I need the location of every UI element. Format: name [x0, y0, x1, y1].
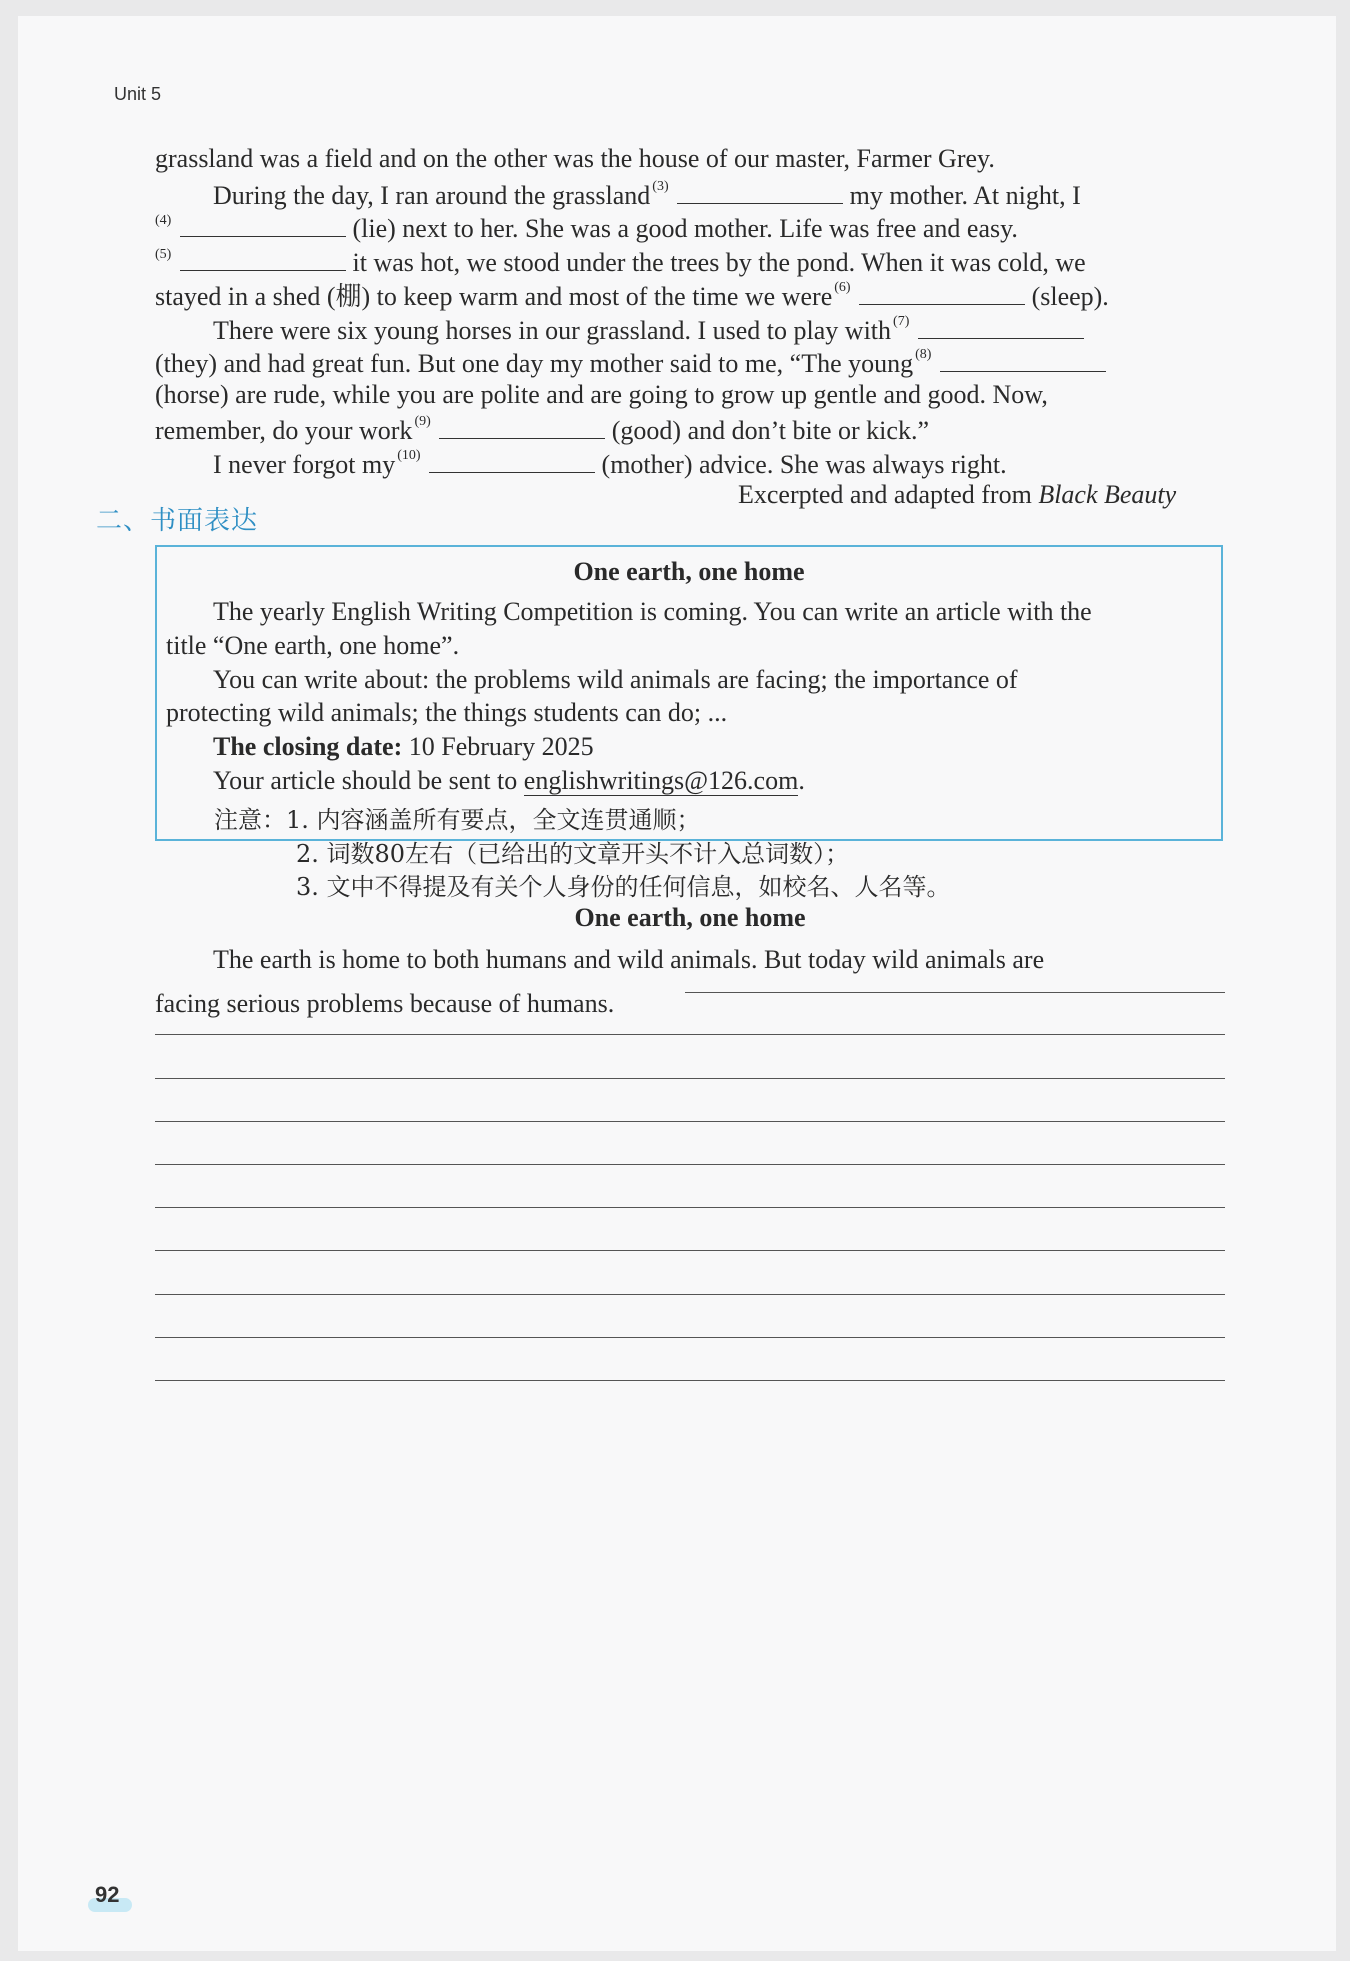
writing-line[interactable]: [155, 1207, 1225, 1208]
page-number: 92: [95, 1882, 120, 1907]
passage-line: (they) and had great fun. But one day my mother said to me, “The young $^{(8)}$: [155, 348, 1106, 377]
writing-line[interactable]: [155, 1250, 1225, 1251]
blank-4[interactable]: [180, 214, 346, 237]
passage-line: I never forgot my $^{(10)}$ (mother) advice. She was always right.: [213, 448, 1007, 479]
prompt-line: The yearly English Writing Competition is coming. You can write an article with the: [213, 597, 1092, 626]
writing-line[interactable]: [155, 1164, 1225, 1165]
blank-10[interactable]: [429, 450, 595, 473]
blank-7[interactable]: [918, 316, 1084, 339]
section-heading: 二、书面表达: [96, 506, 259, 536]
closing-date: The closing date: 10 February 2025: [213, 732, 594, 761]
submission-line: Your article should be sent to englishwritings@126.com.: [213, 766, 805, 795]
prompt-box: [155, 545, 1223, 841]
email-link[interactable]: englishwritings@126.com: [523, 766, 799, 795]
writing-line[interactable]: [155, 1337, 1225, 1338]
prompt-line: You can write about: the problems wild animals are facing; the importance of: [213, 665, 1018, 694]
note-1: 注意：1. 内容涵盖所有要点，全文连贯通顺；: [214, 806, 701, 834]
passage-line: grassland was a field and on the other was the house of our master, Farmer Grey.: [155, 144, 995, 173]
prompt-title: One earth, one home: [573, 557, 805, 586]
writing-line[interactable]: [155, 1294, 1225, 1295]
prompt-line: title “One earth, one home”.: [166, 631, 460, 660]
passage-line: During the day, I ran around the grassland $^{(3)}$ my mother. At night, I: [213, 179, 1081, 210]
blank-8[interactable]: [940, 349, 1106, 372]
writing-line[interactable]: [155, 1380, 1225, 1381]
note-3: 3. 文中不得提及有关个人身份的任何信息，如校名、人名等。: [296, 873, 951, 901]
passage-line: (5): [155, 247, 172, 262]
writing-start-line: facing serious problems because of humans.: [155, 989, 615, 1018]
writing-start-line: The earth is home to both humans and wild animals. But today wild animals are: [213, 945, 1045, 974]
passage-line: it was hot, we stood under the trees by the pond. When it was cold, we: [180, 248, 1086, 276]
prompt-line: protecting wild animals; the things students can do; ...: [166, 698, 728, 727]
unit-label: Unit 5: [114, 84, 162, 104]
blank-3[interactable]: [677, 181, 843, 204]
writing-line[interactable]: [155, 1034, 1225, 1035]
writing-title: One earth, one home: [574, 903, 806, 932]
passage-line: (horse) are rude, while you are polite and are going to grow up gentle and good. Now,: [155, 380, 1048, 409]
passage-line: remember, do your work $^{(9)}$ (good) and don’t bite or kick.”: [155, 414, 929, 445]
passage-line: (lie) next to her. She was a good mother. Life was free and easy.: [180, 214, 1018, 242]
writing-line[interactable]: [155, 1121, 1225, 1122]
note-2: 2. 词数80左右（已给出的文章开头不计入总词数）；: [296, 840, 850, 868]
writing-line[interactable]: [685, 992, 1225, 993]
passage-line: There were six young horses in our grassland. I used to play with $^{(7)}$: [213, 315, 1084, 344]
blank-5[interactable]: [180, 248, 346, 271]
writing-line[interactable]: [155, 1078, 1225, 1079]
blank-6[interactable]: [859, 282, 1025, 305]
source-citation: Excerpted and adapted from Black Beauty: [738, 480, 1177, 509]
passage-line: (4): [155, 213, 172, 228]
workbook-page: [18, 16, 1336, 1951]
passage-line: stayed in a shed (棚) to keep warm and most of the time we were $^{(6)}$ (sleep).: [155, 280, 1109, 311]
blank-9[interactable]: [439, 416, 605, 439]
